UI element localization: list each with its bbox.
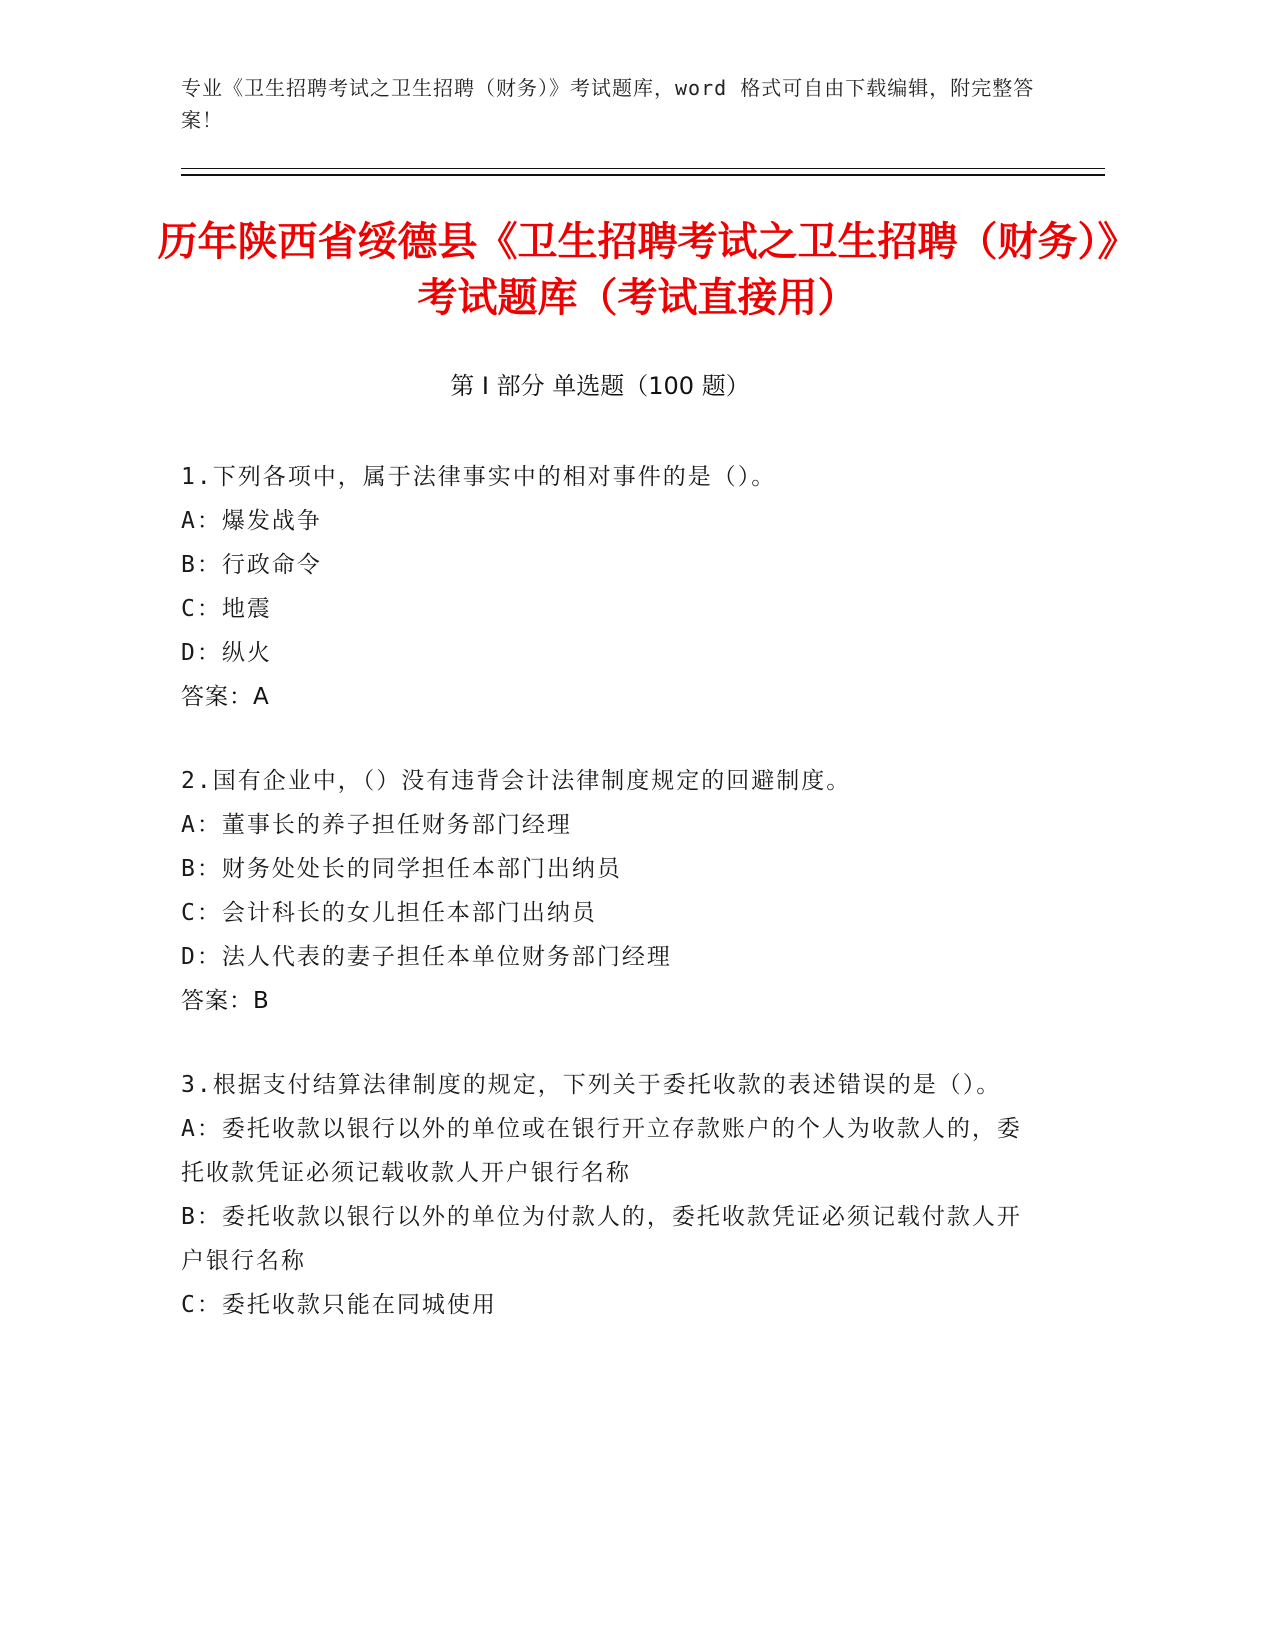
header-divider-thin [181,168,1105,169]
question-list [181,455,1041,1367]
answer: 答案：A [181,684,270,710]
option-b: B：财务处处长的同学担任本部门出纳员 [181,856,622,882]
question-3 [181,1063,1041,1327]
document-title: 历年陕西省绥德县《卫生招聘考试之卫生招聘（财务）》考试题库（考试直接用） [157,219,1118,321]
option-c: C：会计科长的女儿担任本部门出纳员 [181,900,597,926]
option-d: D：纵火 [181,640,272,666]
section-heading: 第 I 部分 单选题（100 题） [450,372,750,400]
header-note: 专业《卫生招聘考试之卫生招聘（财务）》考试题库，word 格式可自由下载编辑，附完整答案！ [181,76,1035,132]
option-a: A：委托收款以银行以外的单位或在银行开立存款账户的个人为收款人的，委托收款凭证必须记载收款人开户银行名称 [181,1116,1022,1186]
option-a: A：爆发战争 [181,508,322,534]
option-c: C：地震 [181,596,272,622]
option-c: C：委托收款只能在同城使用 [181,1292,497,1318]
option-b: B：委托收款以银行以外的单位为付款人的，委托收款凭证必须记载付款人开户银行名称 [181,1204,1022,1274]
question-stem: 3.根据支付结算法律制度的规定，下列关于委托收款的表述错误的是（）。 [181,1072,1002,1098]
option-b: B：行政命令 [181,552,322,578]
question-stem: 2.国有企业中，（）没有违背会计法律制度规定的回避制度。 [181,768,852,794]
question-stem: 1.下列各项中，属于法律事实中的相对事件的是（）。 [181,464,777,490]
question-2 [181,759,1041,1023]
option-d: D：法人代表的妻子担任本单位财务部门经理 [181,944,672,970]
question-1 [181,455,1041,719]
answer: 答案：B [181,988,270,1014]
header-divider-thick [181,174,1105,176]
option-a: A：董事长的养子担任财务部门经理 [181,812,572,838]
